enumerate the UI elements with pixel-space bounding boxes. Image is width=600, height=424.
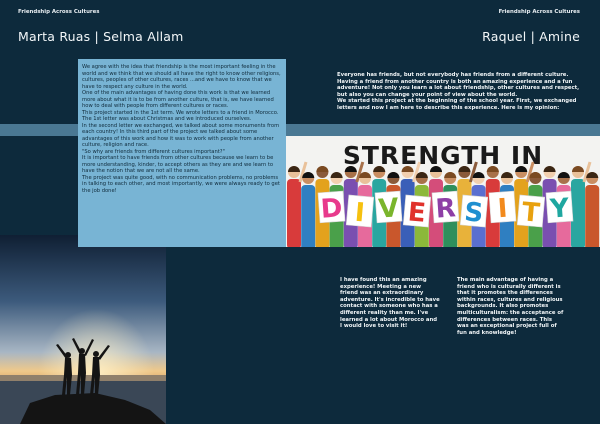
- diversity-letter: Y: [549, 193, 571, 225]
- authors-right: Raquel | Amine: [482, 29, 580, 44]
- diversity-letter: E: [406, 197, 427, 229]
- diversity-letter: T: [520, 197, 541, 229]
- opinion-column-left: [340, 277, 440, 330]
- running-title-left: Friendship Across Cultures: [18, 9, 100, 15]
- intro-paragraph: We started this project at the beginning of the school year. First, we exchanged letters and now I am here to describe this experience. Here is my opinion:: [337, 98, 577, 111]
- diversity-letter-card: [489, 191, 516, 225]
- left-paragraph: We agree with the idea that friendship is the most important feeling in the world and we think that we should all have the right to know other religions, cultures, peoples of other cultures, races ...and we have to know that we have to respect any culture in the world.: [82, 64, 281, 90]
- diversity-letter: V: [377, 193, 400, 225]
- strength-in-diversity-photo: [286, 136, 600, 247]
- left-article-text: [82, 64, 282, 194]
- left-paragraph: The project was quite good, with no communication problems, no problems in talking to each other, and most importantly, we were always ready to get the job done!: [82, 174, 280, 194]
- left-paragraph: In the second letter we exchanged, we talked about some monuments from each country! In this third part of the project we talked about some advantages of this work and how it was to work with people from another culture, religion and race.: [82, 122, 280, 148]
- sunset-silhouette-photo: [0, 235, 166, 424]
- diversity-letter-card: [432, 191, 459, 225]
- diversity-letter: I: [353, 197, 366, 229]
- left-paragraph: It is important to have friends from other cultures because we learn to be more understanding, kinder, to accept others as they are and we learn to have the notion that we are not all the same.: [82, 155, 274, 174]
- opinion-column-right: [457, 277, 565, 336]
- authors-left: Marta Ruas | Selma Allam: [18, 29, 184, 44]
- left-paragraph: This project started in the 1st term. We wrote letters to a friend in Morocco. The 1st letter was about Christmas and we introduced ourselves.: [82, 109, 279, 122]
- diversity-letter-card: [375, 191, 402, 225]
- diversity-letter-card: [346, 195, 374, 229]
- diversity-letter-card: [318, 191, 345, 225]
- left-paragraph: One of the main advantages of having done this work is that we learned more about what it is to be from another culture, that is, we have learned how to deal with people from different cultures or races.: [82, 90, 274, 109]
- diversity-letter-card: [403, 195, 431, 229]
- diversity-letter-card: [460, 195, 488, 229]
- left-paragraph: "So why are friends from different cultures important?": [82, 148, 225, 155]
- diversity-letter: I: [496, 193, 509, 225]
- diversity-letter-card: [517, 195, 545, 229]
- diversity-letter: R: [434, 193, 457, 225]
- intro-paragraph: Everyone has friends, but not everybody has friends from a different culture. Having a friend from another country is both an amazing experience and a fun adventure! Not only you learn a lot about friendship, other cultures and respect, but also you can change your point of view about the world.: [337, 72, 580, 98]
- opinion-left-text: I have found this an amazing experience! Meeting a new friend was an extraordinary adventure. It's incredible to have contact with someone who has a different reality than me. I've learned a lot about Morocco and I would love to visit it!: [340, 277, 440, 330]
- running-title-right: Friendship Across Cultures: [498, 9, 580, 15]
- diversity-letter: S: [463, 197, 485, 229]
- right-intro-text: [337, 72, 583, 112]
- photo-headline: STRENGTH IN: [342, 141, 544, 170]
- opinion-right-text: The main advantage of having a friend who is culturally different is that it promotes the differences within races, cultures and religious backgrounds. It also promotes multiculturalism: the acceptance of differences between races. This was an exceptional project full of fun and knowledge!: [457, 277, 564, 336]
- diversity-letter: D: [319, 193, 344, 225]
- diversity-letter-card: [546, 191, 573, 225]
